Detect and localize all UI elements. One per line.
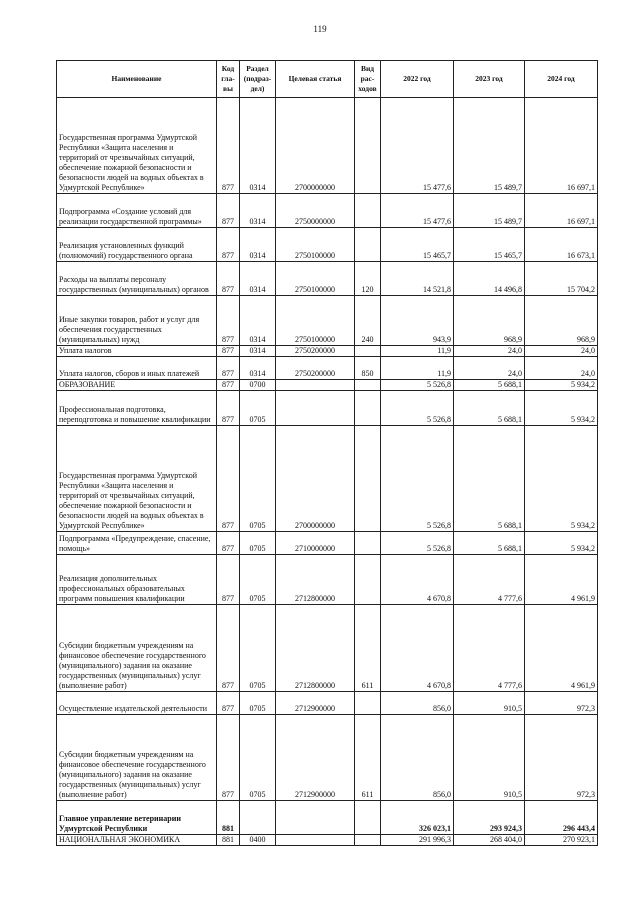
cell-code: 877 — [217, 346, 240, 357]
table-row — [57, 391, 598, 426]
cell-y2022: 15 477,6 — [381, 98, 454, 194]
cell-code: 877 — [217, 715, 240, 801]
cell-y2023: 5 688,1 — [454, 391, 525, 426]
cell-type — [355, 555, 381, 605]
cell-y2023: 910,5 — [454, 715, 525, 801]
table-row — [57, 692, 598, 715]
cell-code: 881 — [217, 835, 240, 846]
cell-section: 0700 — [240, 380, 276, 391]
budget-table — [56, 60, 598, 846]
table-row — [57, 715, 598, 801]
cell-type — [355, 228, 381, 262]
cell-type: 120 — [355, 262, 381, 296]
cell-target: 2712800000 — [276, 555, 355, 605]
cell-section: 0705 — [240, 426, 276, 532]
cell-section: 0314 — [240, 296, 276, 346]
cell-y2022: 5 526,8 — [381, 380, 454, 391]
table-row — [57, 346, 598, 357]
cell-type: 611 — [355, 715, 381, 801]
cell-code: 877 — [217, 391, 240, 426]
header-2024: 2024 год — [525, 61, 598, 98]
cell-y2024: 16 697,1 — [525, 194, 598, 228]
cell-target: 2710000000 — [276, 532, 355, 555]
header-code: Код гла- вы — [217, 61, 240, 98]
cell-y2024: 4 961,9 — [525, 555, 598, 605]
table-row — [57, 605, 598, 692]
cell-y2022: 291 996,3 — [381, 835, 454, 846]
header-2022: 2022 год — [381, 61, 454, 98]
cell-type — [355, 835, 381, 846]
cell-target: 2712800000 — [276, 605, 355, 692]
cell-name: Реализация дополнительных профессиональных образовательных программ повышения квалификации — [57, 555, 217, 605]
cell-code: 877 — [217, 194, 240, 228]
cell-code: 877 — [217, 426, 240, 532]
cell-type: 611 — [355, 605, 381, 692]
cell-type: 850 — [355, 357, 381, 380]
cell-type — [355, 532, 381, 555]
cell-target: 2700000000 — [276, 98, 355, 194]
cell-target — [276, 380, 355, 391]
cell-y2023: 15 489,7 — [454, 194, 525, 228]
cell-type — [355, 380, 381, 391]
cell-target: 2750000000 — [276, 194, 355, 228]
cell-code: 877 — [217, 296, 240, 346]
cell-code: 877 — [217, 357, 240, 380]
cell-y2022: 15 465,7 — [381, 228, 454, 262]
cell-name: Расходы на выплаты персоналу государственных (муниципальных) органов — [57, 262, 217, 296]
cell-y2024: 24,0 — [525, 346, 598, 357]
cell-y2024: 5 934,2 — [525, 380, 598, 391]
cell-y2024: 968,9 — [525, 296, 598, 346]
table-row — [57, 532, 598, 555]
cell-y2022: 5 526,8 — [381, 426, 454, 532]
header-section: Раздел (подраз- дел) — [240, 61, 276, 98]
cell-type — [355, 346, 381, 357]
table-header-row — [57, 61, 598, 98]
table-row — [57, 194, 598, 228]
cell-code: 877 — [217, 692, 240, 715]
cell-name: НАЦИОНАЛЬНАЯ ЭКОНОМИКА — [57, 835, 217, 846]
cell-section: 0705 — [240, 692, 276, 715]
cell-type — [355, 391, 381, 426]
cell-type: 240 — [355, 296, 381, 346]
header-name: Наименование — [57, 61, 217, 98]
cell-y2022: 14 521,8 — [381, 262, 454, 296]
table-row — [57, 357, 598, 380]
cell-target — [276, 391, 355, 426]
cell-code: 877 — [217, 262, 240, 296]
cell-y2024: 5 934,2 — [525, 391, 598, 426]
cell-target: 2750100000 — [276, 296, 355, 346]
cell-target: 2750200000 — [276, 346, 355, 357]
cell-name: Субсидии бюджетным учреждениям на финансовое обеспечение государственного (муниципального) задания на оказание государственных (муниципальных) услуг (выполнение работ) — [57, 605, 217, 692]
cell-section: 0314 — [240, 357, 276, 380]
page-number: 119 — [313, 24, 327, 34]
cell-section — [240, 801, 276, 835]
cell-y2023: 910,5 — [454, 692, 525, 715]
cell-y2024: 16 697,1 — [525, 98, 598, 194]
cell-code: 881 — [217, 801, 240, 835]
cell-y2022: 856,0 — [381, 715, 454, 801]
cell-target: 2712900000 — [276, 692, 355, 715]
header-target: Целевая статья — [276, 61, 355, 98]
cell-name: Уплата налогов, сборов и иных платежей — [57, 357, 217, 380]
cell-y2024: 296 443,4 — [525, 801, 598, 835]
cell-name: Осуществление издательской деятельности — [57, 692, 217, 715]
cell-y2024: 24,0 — [525, 357, 598, 380]
cell-y2022: 4 670,8 — [381, 605, 454, 692]
cell-type — [355, 98, 381, 194]
cell-y2022: 11,9 — [381, 346, 454, 357]
cell-section: 0314 — [240, 228, 276, 262]
cell-y2023: 24,0 — [454, 357, 525, 380]
table-row — [57, 380, 598, 391]
cell-name: Государственная программа Удмуртской Республики «Защита населения и территорий от чрезвычайных ситуаций, обеспечение пожарной безопасности и безопасности людей на водных объектах в Удмуртской Республике» — [57, 98, 217, 194]
cell-code: 877 — [217, 555, 240, 605]
cell-name: Субсидии бюджетным учреждениям на финансовое обеспечение государственного (муниципального) задания на оказание государственных (муниципальных) услуг (выполнение работ) — [57, 715, 217, 801]
cell-name: Государственная программа Удмуртской Республики «Защита населения и территорий от чрезвычайных ситуаций, обеспечение пожарной безопасности и безопасности людей на водных объектах в Удмуртской Республике» — [57, 426, 217, 532]
cell-code: 877 — [217, 228, 240, 262]
table-body — [57, 98, 598, 846]
cell-y2023: 4 777,6 — [454, 555, 525, 605]
header-2023: 2023 год — [454, 61, 525, 98]
cell-y2022: 943,9 — [381, 296, 454, 346]
cell-y2023: 5 688,1 — [454, 426, 525, 532]
table-row — [57, 98, 598, 194]
cell-y2024: 15 704,2 — [525, 262, 598, 296]
cell-section: 0705 — [240, 605, 276, 692]
cell-y2022: 5 526,8 — [381, 391, 454, 426]
cell-target: 2750100000 — [276, 262, 355, 296]
cell-section: 0705 — [240, 715, 276, 801]
cell-y2024: 972,3 — [525, 692, 598, 715]
cell-type — [355, 426, 381, 532]
cell-code: 877 — [217, 98, 240, 194]
cell-target: 2750200000 — [276, 357, 355, 380]
cell-y2023: 4 777,6 — [454, 605, 525, 692]
cell-y2024: 16 673,1 — [525, 228, 598, 262]
cell-section: 0314 — [240, 194, 276, 228]
cell-y2022: 4 670,8 — [381, 555, 454, 605]
cell-y2024: 270 923,1 — [525, 835, 598, 846]
table-row — [57, 262, 598, 296]
cell-target: 2700000000 — [276, 426, 355, 532]
cell-name: Уплата налогов — [57, 346, 217, 357]
cell-section: 0705 — [240, 391, 276, 426]
cell-y2023: 268 404,0 — [454, 835, 525, 846]
cell-section: 0314 — [240, 98, 276, 194]
cell-type — [355, 194, 381, 228]
table-row — [57, 228, 598, 262]
cell-y2023: 14 496,8 — [454, 262, 525, 296]
cell-section: 0314 — [240, 262, 276, 296]
table-row — [57, 835, 598, 846]
cell-section: 0705 — [240, 555, 276, 605]
cell-name: Профессиональная подготовка, переподготовка и повышение квалификации — [57, 391, 217, 426]
cell-code: 877 — [217, 605, 240, 692]
cell-y2024: 4 961,9 — [525, 605, 598, 692]
cell-name: Главное управление ветеринарии Удмуртской Республики — [57, 801, 217, 835]
cell-y2024: 5 934,2 — [525, 426, 598, 532]
cell-y2023: 293 924,3 — [454, 801, 525, 835]
cell-target — [276, 835, 355, 846]
cell-y2022: 326 023,1 — [381, 801, 454, 835]
cell-name: Иные закупки товаров, работ и услуг для обеспечения государственных (муниципальных) нужд — [57, 296, 217, 346]
cell-y2023: 24,0 — [454, 346, 525, 357]
cell-y2023: 15 489,7 — [454, 98, 525, 194]
cell-target — [276, 801, 355, 835]
cell-name: Реализация установленных функций (полномочий) государственного органа — [57, 228, 217, 262]
cell-y2022: 856,0 — [381, 692, 454, 715]
cell-target: 2750100000 — [276, 228, 355, 262]
cell-target: 2712900000 — [276, 715, 355, 801]
cell-section: 0314 — [240, 346, 276, 357]
cell-y2022: 15 477,6 — [381, 194, 454, 228]
cell-y2022: 5 526,8 — [381, 532, 454, 555]
cell-name: Подпрограмма «Создание условий для реализации государственной программы» — [57, 194, 217, 228]
table-row — [57, 801, 598, 835]
table-row — [57, 296, 598, 346]
cell-y2022: 11,9 — [381, 357, 454, 380]
cell-type — [355, 692, 381, 715]
table-row — [57, 555, 598, 605]
cell-y2024: 972,3 — [525, 715, 598, 801]
cell-type — [355, 801, 381, 835]
cell-y2023: 15 465,7 — [454, 228, 525, 262]
cell-code: 877 — [217, 380, 240, 391]
cell-y2023: 968,9 — [454, 296, 525, 346]
cell-section: 0400 — [240, 835, 276, 846]
cell-y2023: 5 688,1 — [454, 380, 525, 391]
header-type: Вид рас- ходов — [355, 61, 381, 98]
cell-section: 0705 — [240, 532, 276, 555]
cell-y2024: 5 934,2 — [525, 532, 598, 555]
cell-code: 877 — [217, 532, 240, 555]
table-row — [57, 426, 598, 532]
cell-y2023: 5 688,1 — [454, 532, 525, 555]
cell-name: ОБРАЗОВАНИЕ — [57, 380, 217, 391]
cell-name: Подпрограмма «Предупреждение, спасение, помощь» — [57, 532, 217, 555]
